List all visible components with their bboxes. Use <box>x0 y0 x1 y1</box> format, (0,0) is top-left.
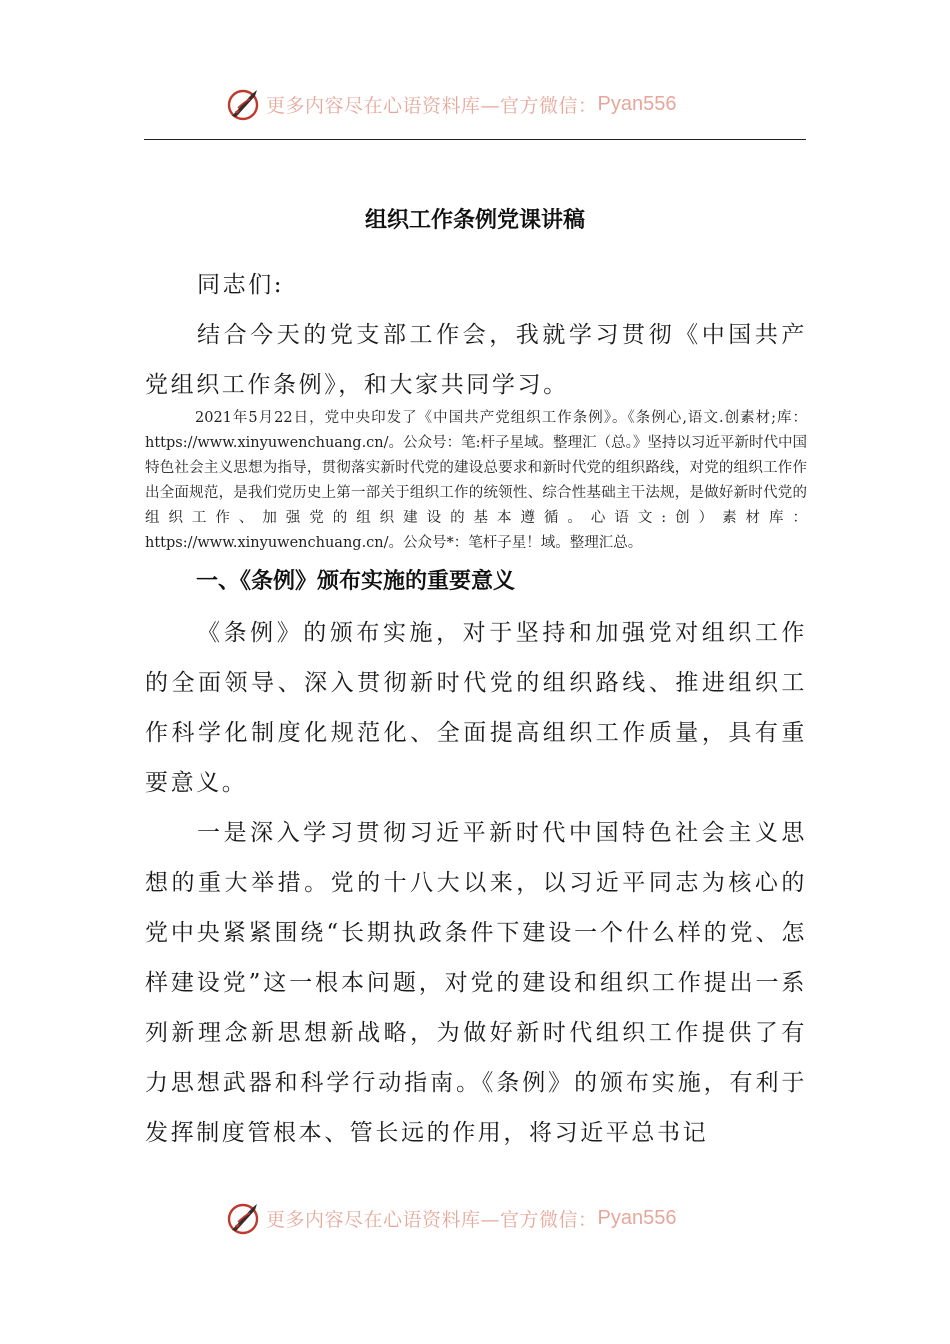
header-watermark <box>226 84 676 124</box>
source-note-paragraph: 2021年5月22日，党中央印发了《中国共产党组织工作条例》。《条例心,语文.创素材;库：https://www.xinyuwenchuang.cn/。公众号：笔:杆子星域。整理汇（总。》坚持以习近平新时代中国特色社会主义思想为指导，贯彻落实新时代党的建设总要求和新时代党的组织路线，对党的组织工作作出全面规范，是我们党历史上第一部关于组织工作的统领性、综合性基础主干法规，是做好新时代党的组织工作、加强党的组织建设的基本遵循。心语文:创）素材库：https://www.xinyuwenchuang.cn/。公众号*：笔杆子星！域。整理汇总。 <box>145 410 807 551</box>
body-paragraph-2: 一是深入学习贯彻习近平新时代中国特色社会主义思想的重大举措。党的十八大以来，以习近平同志为核心的党中央紧紧围绕“长期执政条件下建设一个什么样的党、怎样建设党”这一根本问题，对党的建设和组织工作提出一系列新理念新思想新战略，为做好新时代组织工作提供了有力思想武器和科学行动指南。《条例》的颁布实施，有利于发挥制度管根本、管长远的作用，将习近平总书记 <box>145 820 807 1146</box>
body-paragraph-1: 《条例》的颁布实施，对于坚持和加强党对组织工作的全面领导、深入贯彻新时代党的组织路线、推进组织工作科学化制度化规范化、全面提高组织工作质量，具有重要意义。 <box>145 620 807 796</box>
document-title: 组织工作条例党课讲稿 <box>364 207 585 233</box>
watermark-text: 更多内容尽在心语资料库—官方微信： <box>266 94 598 117</box>
header-rule <box>144 139 806 140</box>
footer-watermark <box>226 1198 676 1238</box>
quill-pen-logo-icon <box>226 86 262 122</box>
wechat-id: Pyan556 <box>597 92 677 115</box>
wechat-id: Pyan556 <box>597 1206 677 1229</box>
watermark-text: 更多内容尽在心语资料库—官方微信： <box>266 1208 598 1231</box>
salutation: 同志们: <box>197 272 285 298</box>
quill-pen-logo-icon <box>226 1200 262 1236</box>
section-heading-1: 一、《条例》颁布实施的重要意义 <box>196 569 516 594</box>
intro-paragraph: 结合今天的党支部工作会，我就学习贯彻《中国共产党组织工作条例》，和大家共同学习。 <box>145 322 807 398</box>
